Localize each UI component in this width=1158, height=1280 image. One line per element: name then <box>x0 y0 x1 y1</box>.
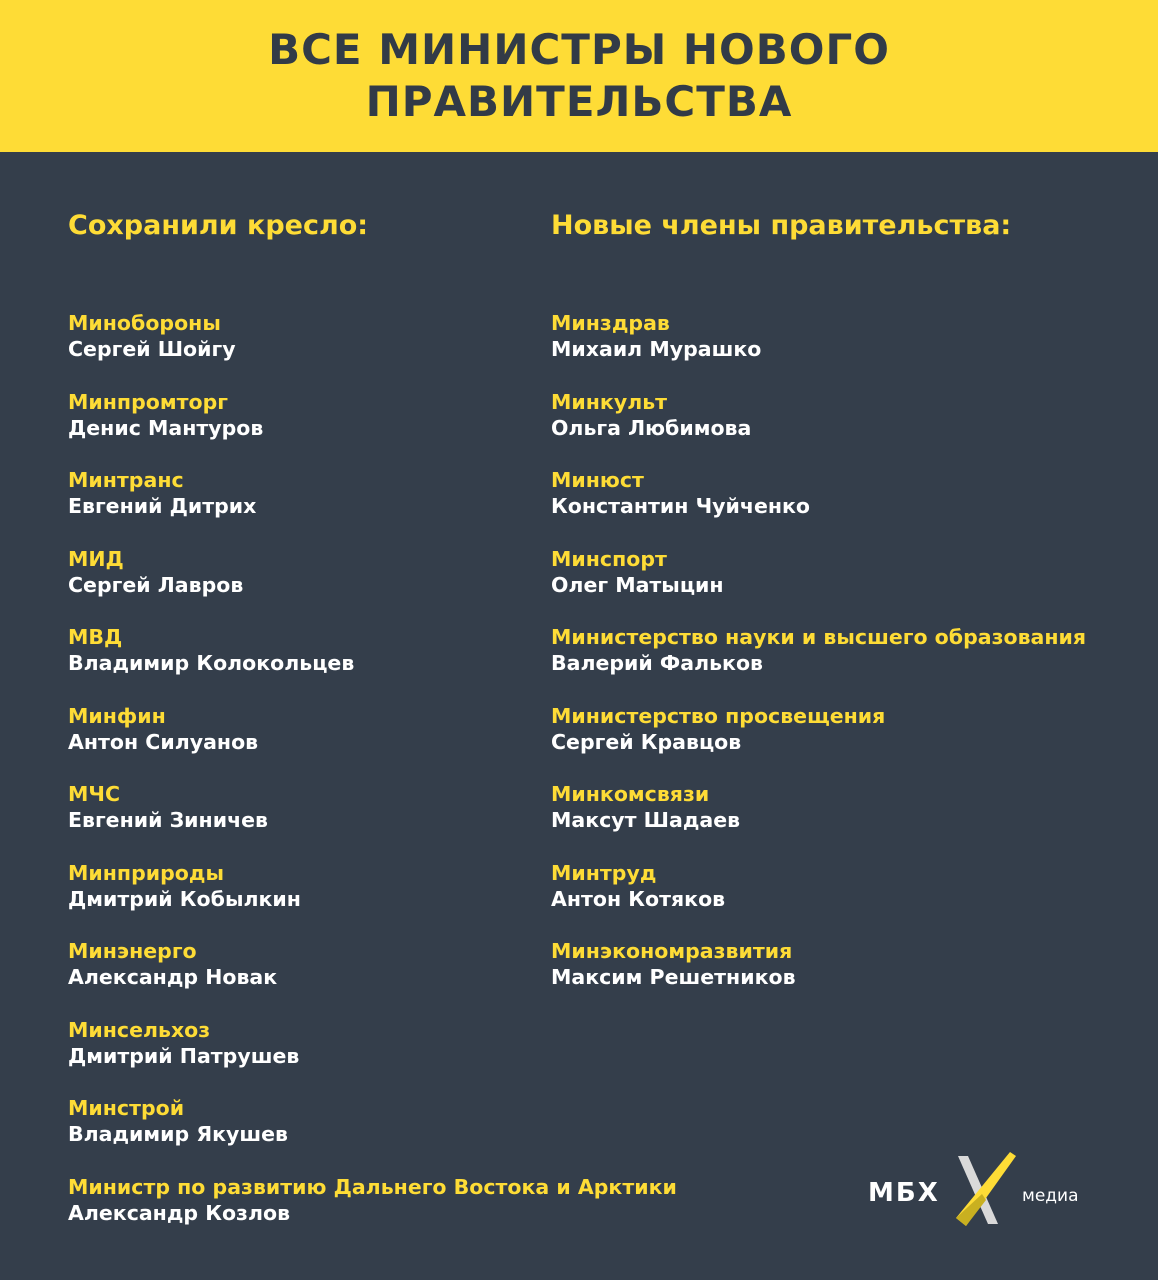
page-title-line-2: ПРАВИТЕЛЬСТВА <box>365 77 793 126</box>
ministry-name: Минсельхоз <box>68 1017 211 1042</box>
ministry-name: МЧС <box>68 782 121 806</box>
minister-name: Дмитрий Патрушев <box>68 1043 300 1068</box>
list-item <box>551 310 1141 389</box>
list-item <box>68 938 538 1017</box>
list-item <box>68 1174 677 1253</box>
minister-name: Антон Котяков <box>551 886 726 911</box>
ministry-name: Министерство просвещения <box>551 703 886 728</box>
list-item <box>551 546 1141 625</box>
minister-name: Александр Козлов <box>68 1200 291 1225</box>
ministry-name: Минприроды <box>68 860 224 885</box>
minister-name: Евгений Зиничев <box>68 808 269 832</box>
ministry-name: Минэнерго <box>68 939 197 963</box>
ministry-name: Минфин <box>68 703 166 728</box>
minister-name: Максим Решетников <box>551 965 796 989</box>
minister-name: Михаил Мурашко <box>551 337 762 361</box>
mbh-media-logo <box>868 1150 1098 1230</box>
list-item <box>551 781 1141 860</box>
list-item <box>68 624 538 703</box>
minister-name: Владимир Колокольцев <box>68 651 355 675</box>
minister-name: Валерий Фальков <box>551 651 764 675</box>
list-item <box>68 1017 538 1096</box>
new-ministers-column <box>551 206 1141 1017</box>
x-mark-icon <box>952 1150 1022 1230</box>
list-item <box>551 467 1141 546</box>
minister-name: Дмитрий Кобылкин <box>68 886 301 911</box>
list-item <box>68 860 538 939</box>
list-item <box>68 546 538 625</box>
list-item <box>68 467 538 546</box>
minister-name: Максут Шадаев <box>551 808 741 832</box>
ministry-name: Минспорт <box>551 546 667 571</box>
list-item <box>68 703 538 782</box>
ministry-name: Минобороны <box>68 311 221 335</box>
ministry-name: Минкомсвязи <box>551 782 710 806</box>
ministry-name: Минтранс <box>68 468 184 492</box>
list-item <box>551 938 1141 1017</box>
new-members-heading: Новые члены правительства: <box>551 210 1012 241</box>
ministry-name: МВД <box>68 625 123 649</box>
logo-brand-text: МБХ <box>868 1178 940 1208</box>
minister-name: Олег Матыцин <box>551 572 724 597</box>
ministry-name: Министерство науки и высшего образования <box>551 625 1087 649</box>
list-item <box>68 1095 538 1174</box>
minister-name: Евгений Дитрих <box>68 494 257 518</box>
ministry-name: Минздрав <box>551 311 670 335</box>
minister-name: Денис Мантуров <box>68 415 264 440</box>
ministry-name: Министр по развитию Дальнего Востока и Арктики <box>68 1174 677 1199</box>
ministry-name: Минэкономразвития <box>551 939 793 963</box>
minister-name: Владимир Якушев <box>68 1122 289 1146</box>
minister-name: Сергей Шойгу <box>68 337 236 361</box>
page-title-line-1: ВСЕ МИНИСТРЫ НОВОГО <box>268 25 890 74</box>
ministry-name: Минтруд <box>551 860 657 885</box>
list-item <box>551 624 1141 703</box>
list-item <box>68 781 538 860</box>
retained-heading: Сохранили кресло: <box>68 210 369 241</box>
ministry-name: Минстрой <box>68 1096 185 1120</box>
list-item <box>551 389 1141 468</box>
minister-name: Ольга Любимова <box>551 415 752 440</box>
ministry-name: Минпромторг <box>68 389 228 414</box>
minister-name: Сергей Кравцов <box>551 729 742 754</box>
minister-name: Сергей Лавров <box>68 572 244 597</box>
list-item <box>551 860 1141 939</box>
page-header <box>0 0 1158 152</box>
list-item <box>68 310 538 389</box>
logo-sub-text: медиа <box>1022 1186 1079 1206</box>
ministry-name: МИД <box>68 546 124 571</box>
ministry-name: Минкульт <box>551 389 668 414</box>
list-item <box>551 703 1141 782</box>
minister-name: Александр Новак <box>68 965 278 989</box>
ministry-name: Минюст <box>551 468 644 492</box>
minister-name: Антон Силуанов <box>68 729 259 754</box>
minister-name: Константин Чуйченко <box>551 494 811 518</box>
list-item <box>68 389 538 468</box>
